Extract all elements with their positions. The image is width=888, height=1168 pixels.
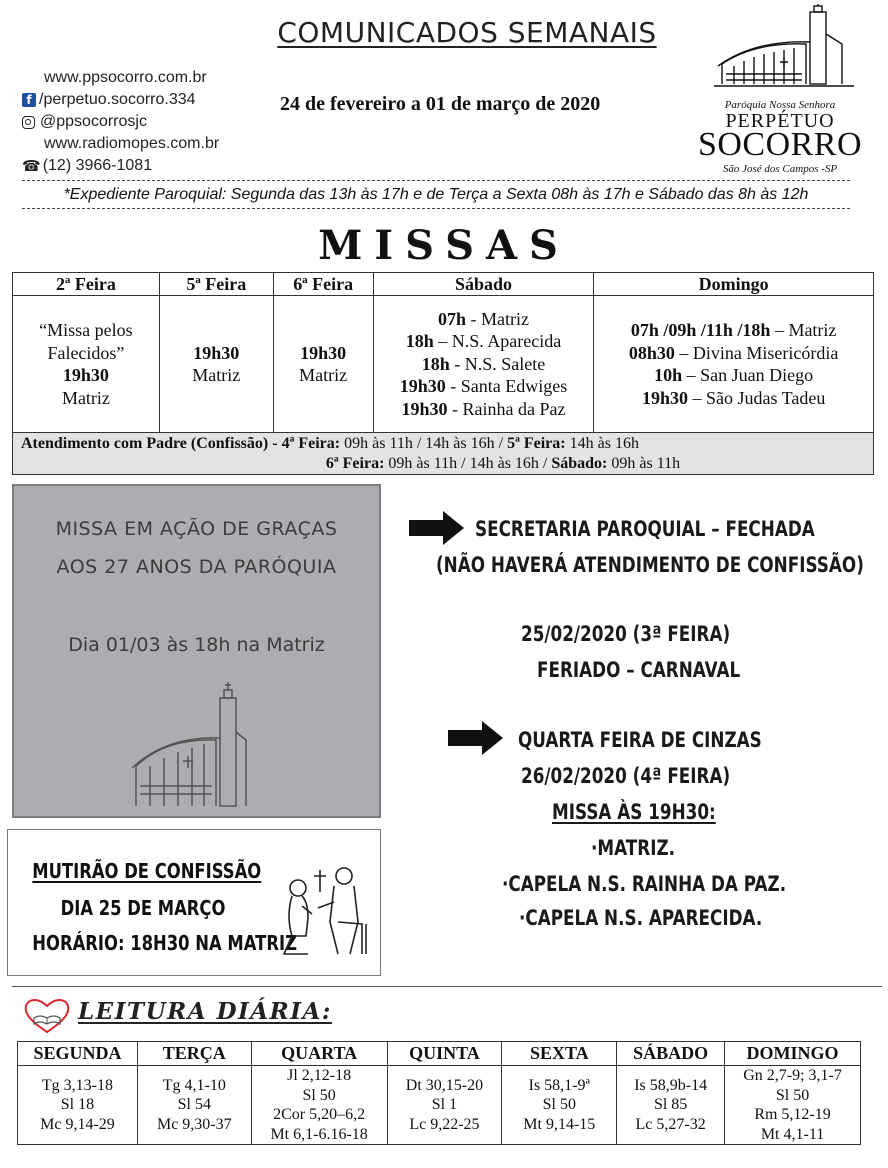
readings-cell xyxy=(617,1066,725,1145)
phone-icon: ☎ xyxy=(22,157,41,175)
sexta-cell xyxy=(273,296,373,433)
facebook-contact[interactable] xyxy=(22,89,219,111)
confession-line-1 xyxy=(17,434,869,454)
segunda-line: “Missa pelos xyxy=(39,320,133,340)
contact-list xyxy=(22,67,219,177)
readings-cell xyxy=(725,1066,861,1145)
readings-cell xyxy=(251,1066,387,1145)
confession-hours: 14h às 16h xyxy=(565,434,639,452)
entry-place: – Matriz xyxy=(770,320,837,340)
header-quinta: 5ª Feira xyxy=(159,273,273,296)
logo-subtitle: Paróquia Nossa Senhora xyxy=(724,99,836,111)
segunda-place: Matriz xyxy=(61,387,110,408)
mass-times-row xyxy=(13,296,874,433)
sabado-entry xyxy=(374,308,594,331)
entry-time: 10h xyxy=(654,365,683,385)
anniversary-line-2: AOS 27 ANOS DA PARÓQUIA xyxy=(56,556,337,578)
readings-refs-row xyxy=(18,1066,861,1145)
phone-number: (12) 3966-1081 xyxy=(42,157,153,174)
divider-top xyxy=(22,180,850,181)
daily-readings-table xyxy=(17,1041,861,1145)
reading-ref: Sl 1 xyxy=(431,1096,458,1114)
quinta-place: Matriz xyxy=(192,365,241,385)
confession-day: 4ª Feira: xyxy=(281,434,341,452)
sabado-entry xyxy=(374,375,594,398)
segunda-line: Falecidos” xyxy=(47,342,125,363)
confession-day: Sábado: xyxy=(551,454,608,472)
facebook-handle: /perpetuo.socorro.334 xyxy=(39,91,196,108)
feriado-date: 25/02/2020 (3ª FEIRA) xyxy=(521,622,731,646)
quinta-time: 19h30 xyxy=(193,342,240,363)
sabado-cell xyxy=(373,296,594,433)
header-sabado: Sábado xyxy=(373,273,594,296)
reading-ref: Sl 85 xyxy=(653,1096,688,1114)
radio-link[interactable]: www.radiomopes.com.br xyxy=(44,135,220,152)
reading-ref: Is 58,1-9ª xyxy=(528,1076,590,1094)
section-divider xyxy=(12,986,882,987)
arrow-right-icon xyxy=(409,511,464,545)
entry-place: – São Judas Tadeu xyxy=(687,387,826,408)
entry-place: - N.S. Salete xyxy=(449,353,546,374)
readings-cell xyxy=(502,1066,617,1145)
instagram-contact[interactable] xyxy=(22,111,219,133)
anniversary-line-1: MISSA EM AÇÃO DE GRAÇAS xyxy=(55,518,338,540)
reading-ref: Sl 54 xyxy=(177,1096,211,1114)
day-header: QUINTA xyxy=(387,1042,502,1066)
sexta-place: Matriz xyxy=(299,365,348,385)
mass-schedule-table xyxy=(12,272,874,475)
entry-place: - Matriz xyxy=(465,308,529,329)
entry-place: – Divina Misericórdia xyxy=(674,342,839,363)
reading-ref: Mt 9,14-15 xyxy=(523,1115,596,1133)
readings-heading: LEITURA DIÁRIA: xyxy=(78,998,332,1025)
confession-label: Atendimento com Padre (Confissão) - xyxy=(21,434,282,452)
reading-ref: Mt 6,1-6.16-18 xyxy=(270,1125,368,1143)
drive-time: HORÁRIO: 18H30 NA MATRIZ xyxy=(32,931,297,955)
church-icon xyxy=(130,682,250,810)
phone-contact xyxy=(22,155,219,177)
entry-time: 19h30 xyxy=(401,398,448,419)
confession-hours: 09h às 11h xyxy=(607,454,681,472)
reading-ref: Mc 9,30-37 xyxy=(156,1115,232,1133)
day-header: SEGUNDA xyxy=(18,1042,138,1066)
readings-header-row xyxy=(18,1042,861,1066)
office-hours: *Expediente Paroquial: Segunda das 13h às 17h e de Terça a Sexta 08h às 17h e Sábado das 8h às 12h xyxy=(63,186,809,203)
readings-cell xyxy=(18,1066,138,1145)
reading-ref: Rm 5,12-19 xyxy=(754,1106,831,1123)
entry-time: 07h /09h /11h /18h xyxy=(630,320,771,340)
entry-place: - Santa Edwiges xyxy=(445,376,568,397)
segunda-cell xyxy=(13,296,160,433)
domingo-entry xyxy=(594,387,873,410)
confession-line-2 xyxy=(17,454,869,474)
entry-time: 19h30 xyxy=(399,376,446,397)
day-header: SEXTA xyxy=(502,1042,617,1066)
secretaria-subnotice: (NÃO HAVERÁ ATENDIMENTO DE CONFISSÃO) xyxy=(436,553,864,577)
sabado-entry xyxy=(374,330,594,353)
cinzas-location: ·CAPELA N.S. APARECIDA. xyxy=(519,906,763,930)
segunda-time: 19h30 xyxy=(62,365,109,385)
website-link[interactable]: www.ppsocorro.com.br xyxy=(44,69,207,86)
entry-time: 08h30 xyxy=(628,342,675,363)
domingo-entry xyxy=(594,364,873,387)
entry-time: 18h xyxy=(405,331,434,352)
confession-illustration-icon xyxy=(278,862,374,958)
confession-hours: 09h às 11h / 14h às 16h / xyxy=(384,454,552,472)
reading-ref: Sl 50 xyxy=(542,1096,576,1114)
entry-time: 07h xyxy=(437,308,466,329)
sabado-entry xyxy=(374,398,594,421)
reading-ref: Jl 2,12-18 xyxy=(287,1067,352,1084)
week-dates: 24 de fevereiro a 01 de março de 2020 xyxy=(280,93,601,115)
confession-cell xyxy=(13,433,874,475)
domingo-cell xyxy=(594,296,874,433)
logo-name-2: SOCORRO xyxy=(697,126,863,163)
entry-time: 19h30 xyxy=(641,387,688,408)
confession-row xyxy=(13,433,874,475)
reading-ref: Mt 4,1-11 xyxy=(760,1125,825,1143)
header-segunda: 2ª Feira xyxy=(13,273,160,296)
reading-ref: Tg 3,13-18 xyxy=(41,1076,113,1094)
missas-heading: MISSAS xyxy=(318,222,570,269)
secretaria-notice: SECRETARIA PAROQUIAL – FECHADA xyxy=(475,517,815,541)
readings-cell xyxy=(387,1066,502,1145)
confession-day: 6ª Feira: xyxy=(325,454,385,472)
cinzas-location: ·MATRIZ. xyxy=(591,836,676,860)
confession-day: 5ª Feira: xyxy=(507,434,566,452)
entry-place: – N.S. Aparecida xyxy=(433,331,562,352)
confession-hours: 09h às 11h / 14h às 16h / xyxy=(340,434,508,452)
domingo-entry xyxy=(594,342,873,365)
anniversary-date: Dia 01/03 às 18h na Matriz xyxy=(68,634,325,656)
domingo-entry xyxy=(594,319,873,342)
header-domingo: Domingo xyxy=(594,273,874,296)
reading-ref: Lc 5,27-32 xyxy=(635,1115,706,1133)
cinzas-date: 26/02/2020 (4ª FEIRA) xyxy=(521,764,731,788)
day-header: TERÇA xyxy=(137,1042,251,1066)
instagram-handle: @ppsocorrosjc xyxy=(40,113,147,130)
day-header: DOMINGO xyxy=(725,1042,861,1066)
day-header: QUARTA xyxy=(251,1042,387,1066)
reading-ref: Is 58,9b-14 xyxy=(634,1076,708,1094)
cinzas-location: ·CAPELA N.S. RAINHA DA PAZ. xyxy=(502,872,787,896)
instagram-icon xyxy=(22,116,35,129)
cinzas-mass-time: MISSA ÀS 19H30: xyxy=(552,800,716,824)
divider-bottom xyxy=(22,208,850,209)
entry-time: 18h xyxy=(421,353,450,374)
feriado-notice: FERIADO – CARNAVAL xyxy=(537,658,741,682)
readings-cell xyxy=(137,1066,251,1145)
reading-ref: Mc 9,14-29 xyxy=(40,1115,115,1133)
logo-city: São José dos Campos -SP xyxy=(722,163,838,175)
entry-place: – San Juan Diego xyxy=(682,365,814,385)
anniversary-mass-box xyxy=(12,484,381,818)
header-sexta: 6ª Feira xyxy=(273,273,373,296)
quinta-cell xyxy=(159,296,273,433)
reading-ref: Sl 18 xyxy=(60,1096,95,1114)
reading-ref: Sl 50 xyxy=(302,1086,336,1104)
cinzas-title: QUARTA FEIRA DE CINZAS xyxy=(518,728,762,752)
confession-drive-box xyxy=(7,829,381,976)
day-header: SÁBADO xyxy=(617,1042,725,1066)
reading-ref: Lc 9,22-25 xyxy=(409,1115,480,1133)
sexta-time: 19h30 xyxy=(300,342,347,363)
facebook-icon: f xyxy=(22,93,36,107)
sabado-entry xyxy=(374,353,594,376)
reading-ref: Dt 30,15-20 xyxy=(405,1076,484,1094)
reading-ref: Gn 2,7-9; 3,1-7 xyxy=(743,1067,842,1084)
parish-logo xyxy=(694,4,866,176)
heart-bible-icon xyxy=(22,996,72,1036)
mass-header-row xyxy=(13,273,874,296)
reading-ref: Sl 50 xyxy=(775,1086,810,1104)
drive-date: DIA 25 DE MARÇO xyxy=(60,896,226,920)
reading-ref: Tg 4,1-10 xyxy=(162,1076,226,1094)
arrow-right-icon xyxy=(448,721,503,755)
logo-name-1: PERPÉTUO xyxy=(725,110,835,132)
entry-place: - Rainha da Paz xyxy=(447,398,566,419)
page-title: COMUNICADOS SEMANAIS xyxy=(277,16,657,49)
reading-ref: 2Cor 5,20–6,2 xyxy=(273,1106,366,1123)
church-logo-icon xyxy=(714,4,864,99)
drive-title: MUTIRÃO DE CONFISSÃO xyxy=(32,859,262,883)
